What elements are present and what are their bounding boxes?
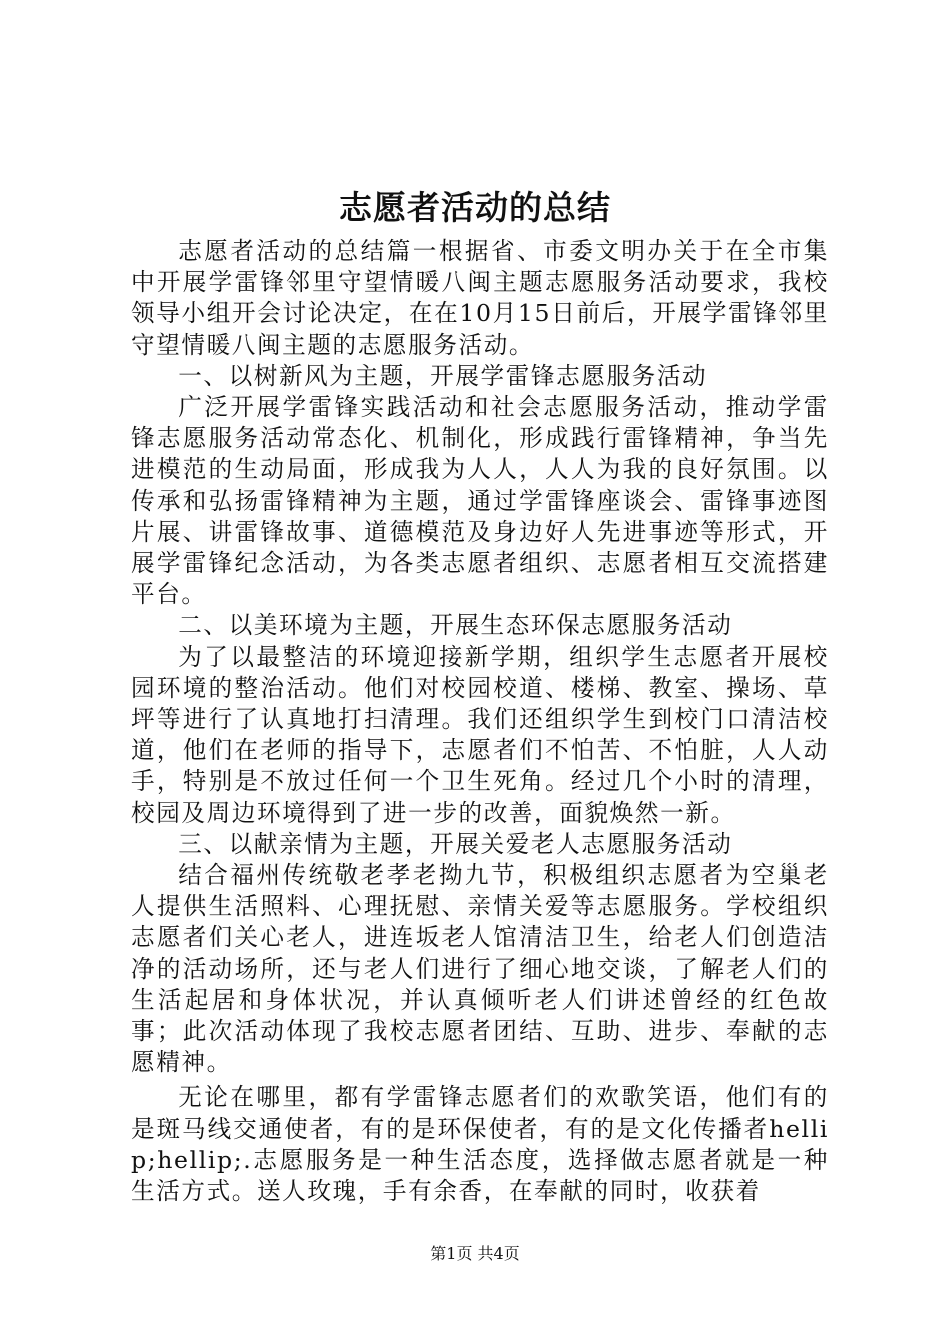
paragraph-section-2: 为了以最整洁的环境迎接新学期，组织学生志愿者开展校园环境的整治活动。他们对校园校道、楼梯、教室、操场、草坪等进行了认真地打扫清理。我们还组织学生到校门口清洁校道，他们在老师的指导下，志愿者们不怕苦、不怕脏，人人动手，特别是不放过任何一个卫生死角。经过几个小时的清理，校园及周边环境得到了进一步的改善，面貌焕然一新。 [131, 642, 829, 827]
document-body [131, 236, 829, 1207]
section-heading-1: 一、以树新风为主题，开展学雷锋志愿服务活动 [178, 361, 708, 390]
paragraph-section-1: 广泛开展学雷锋实践活动和社会志愿服务活动，推动学雷锋志愿服务活动常态化、机制化，形成践行雷锋精神，争当先进模范的生动局面，形成我为人人，人人为我的良好氛围。以传承和弘扬雷锋精神为主题，通过学雷锋座谈会、雷锋事迹图片展、讲雷锋故事、道德模范及身边好人先进事迹等形式，开展学雷锋纪念活动，为各类志愿者组织、志愿者相互交流搭建平台。 [131, 393, 829, 609]
paragraph-section-3: 结合福州传统敬老孝老拗九节，积极组织志愿者为空巢老人提供生活照料、心理抚慰、亲情关爱等志愿服务。学校组织志愿者们关心老人，进连坂老人馆清洁卫生，给老人们创造洁净的活动场所，还与老人们进行了细心地交谈，了解老人们的生活起居和身体状况，并认真倾听老人们讲述曾经的红色故事；此次活动体现了我校志愿者团结、互助、进步、奉献的志愿精神。 [131, 861, 829, 1077]
section-heading-2: 二、以美环境为主题，开展生态环保志愿服务活动 [178, 611, 733, 640]
page-footer: 第1页 共4页 [430, 1244, 520, 1263]
paragraph-closing: 无论在哪里，都有学雷锋志愿者们的欢歌笑语，他们有的是斑马线交通使者，有的是环保使者，有的是文化传播者hellip;hellip;.志愿服务是一种生活态度，选择做志愿者就是一种生活方式。送人玫瑰，手有余香，在奉献的同时，收获着 [131, 1083, 829, 1206]
section-heading-3: 三、以献亲情为主题，开展关爱老人志愿服务活动 [178, 829, 733, 858]
document-title: 志愿者活动的总结 [339, 188, 611, 227]
paragraph-intro: 志愿者活动的总结篇一根据省、市委文明办关于在全市集中开展学雷锋邻里守望情暖八闽主题志愿服务活动要求，我校领导小组开会讨论决定，在在10月15日前后，开展学雷锋邻里守望情暖八闽主题的志愿服务活动。 [131, 237, 829, 359]
